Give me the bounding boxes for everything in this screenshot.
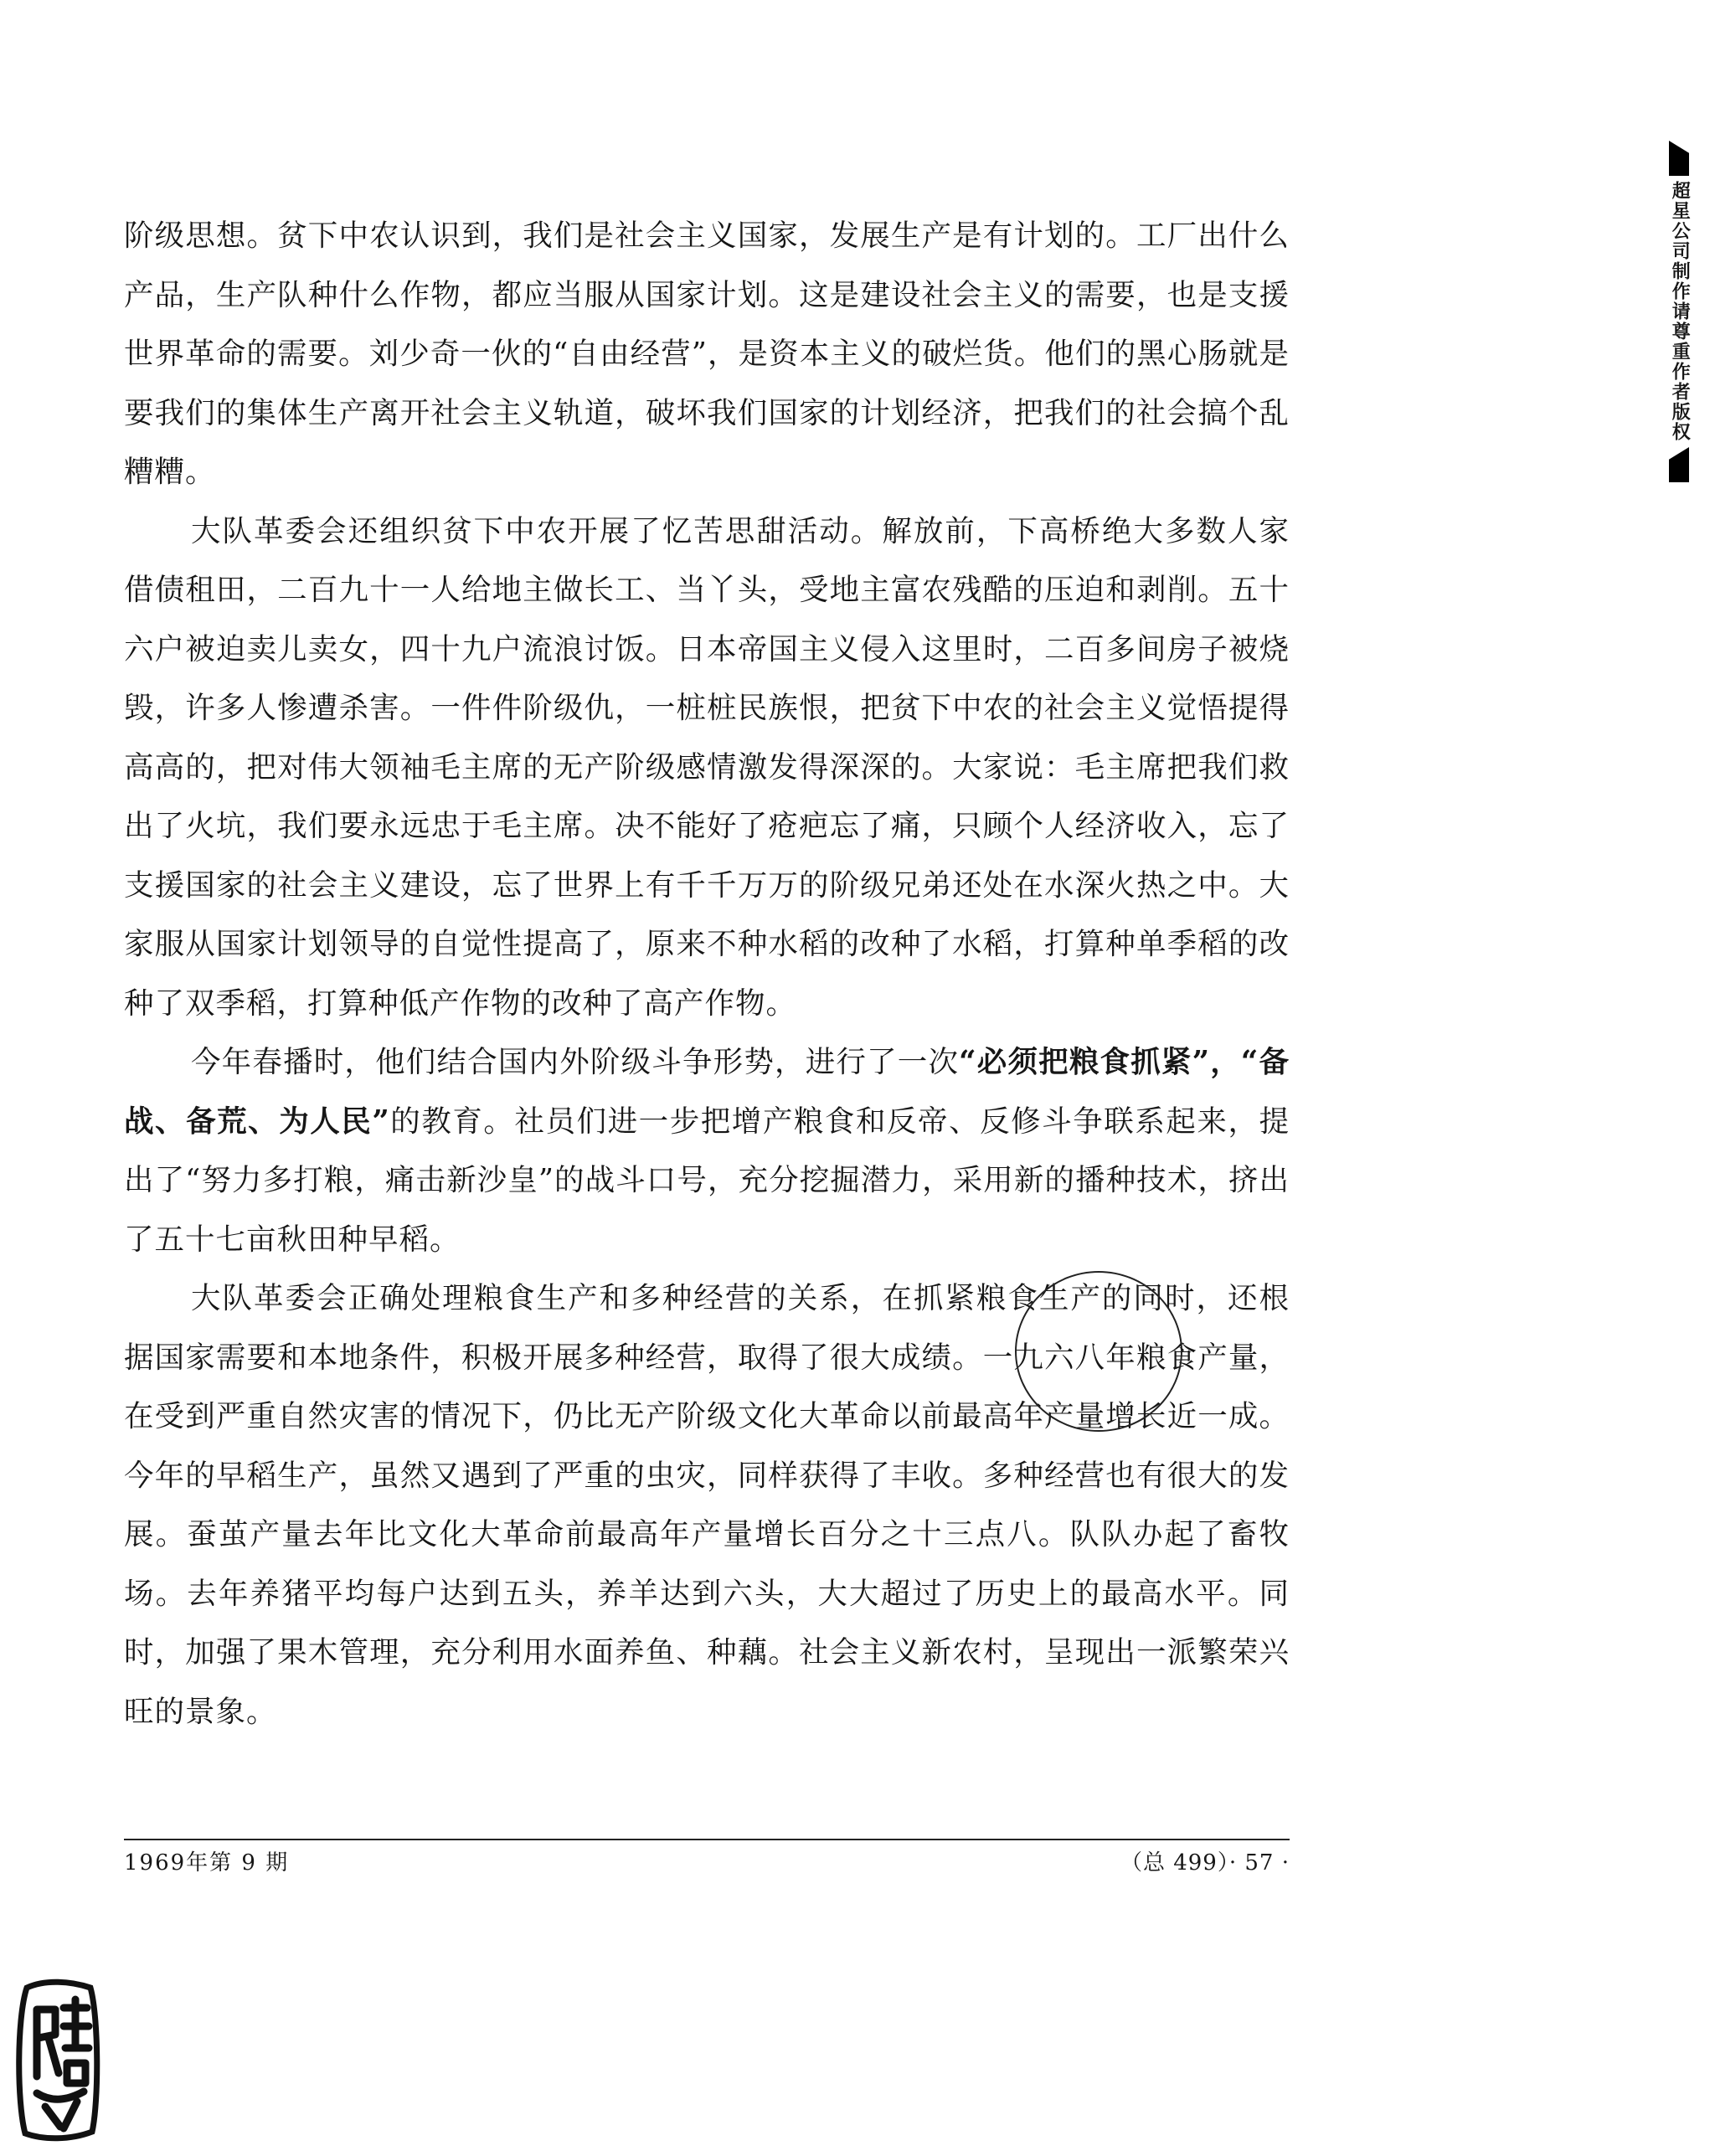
vertical-watermark [1662, 141, 1696, 482]
hand-drawn-circle [1015, 1271, 1182, 1432]
paragraph-3-text-b: 的教育。社员们进一步把增产粮食和反帝、反修斗争联系起来，提出了“努力多打粮，痛击新沙皇”的战斗口号，充分挖掘潜力，采用新的播种技术，挤出了五十七亩秋田种早稻。 [124, 1104, 1290, 1257]
watermark-bar-bottom [1669, 447, 1689, 482]
issue-label: 1969年第 9 期 [124, 1850, 290, 1876]
watermark-text: 超星公司制作请尊重作者版权 [1669, 181, 1691, 442]
body-text [124, 207, 1290, 1742]
watermark-bar-top [1669, 141, 1689, 176]
paragraph-1: 阶级思想。贫下中农认识到，我们是社会主义国家，发展生产是有计划的。工厂出什么产品，生产队种什么作物，都应当服从国家计划。这是建设社会主义的需要，也是支援世界革命的需要。刘少奇一伙的“自由经营”，是资本主义的破烂货。他们的黑心肠就是要我们的集体生产离开社会主义轨道，破坏我们国家的计划经济，把我们的社会搞个乱糟糟。 [124, 219, 1290, 489]
footer-divider [124, 1839, 1290, 1840]
seal-stamp [12, 1976, 104, 2143]
paragraph-3-text-a: 今年春播时，他们结合国内外阶级斗争形势，进行了一次 [191, 1045, 960, 1079]
page-number: （总 499）· 57 · [1120, 1850, 1290, 1876]
paragraph-3-bold-slogans: “必须把粮食抓紧”，“备战、备荒、为人民” [124, 1045, 1290, 1139]
paragraph-3 [124, 1033, 1290, 1269]
paragraph-4: 大队革委会正确处理粮食生产和多种经营的关系，在抓紧粮食生产的同时，还根据国家需要和本地条件，积极开展多种经营，取得了很大成绩。一九六八年粮食产量，在受到严重自然灾害的情况下，仍比无产阶级文化大革命以前最高年产量增长近一成。今年的早稻生产，虽然又遇到了严重的虫灾，同样获得了丰收。多种经营也有很大的发展。蚕茧产量去年比文化大革命前最高年产量增长百分之十三点八。队队办起了畜牧场。去年养猪平均每户达到五头，养羊达到六头，大大超过了历史上的最高水平。同时，加强了果木管理，充分利用水面养鱼、种藕。社会主义新农村，呈现出一派繁荣兴旺的景象。 [124, 1281, 1290, 1729]
paragraph-2: 大队革委会还组织贫下中农开展了忆苦思甜活动。解放前，下高桥绝大多数人家借债租田，二百九十一人给地主做长工、当丫头，受地主富农残酷的压迫和剥削。五十六户被迫卖儿卖女，四十九户流浪讨饭。日本帝国主义侵入这里时，二百多间房子被烧毁，许多人惨遭杀害。一件件阶级仇，一桩桩民族恨，把贫下中农的社会主义觉悟提得高高的，把对伟大领袖毛主席的无产阶级感情激发得深深的。大家说：毛主席把我们救出了火坑，我们要永远忠于毛主席。决不能好了疮疤忘了痛，只顾个人经济收入，忘了支援国家的社会主义建设，忘了世界上有千千万万的阶级兄弟还处在水深火热之中。大家服从国家计划领导的自觉性提高了，原来不种水稻的改种了水稻，打算种单季稻的改种了双季稻，打算种低产作物的改种了高产作物。 [124, 513, 1290, 1021]
